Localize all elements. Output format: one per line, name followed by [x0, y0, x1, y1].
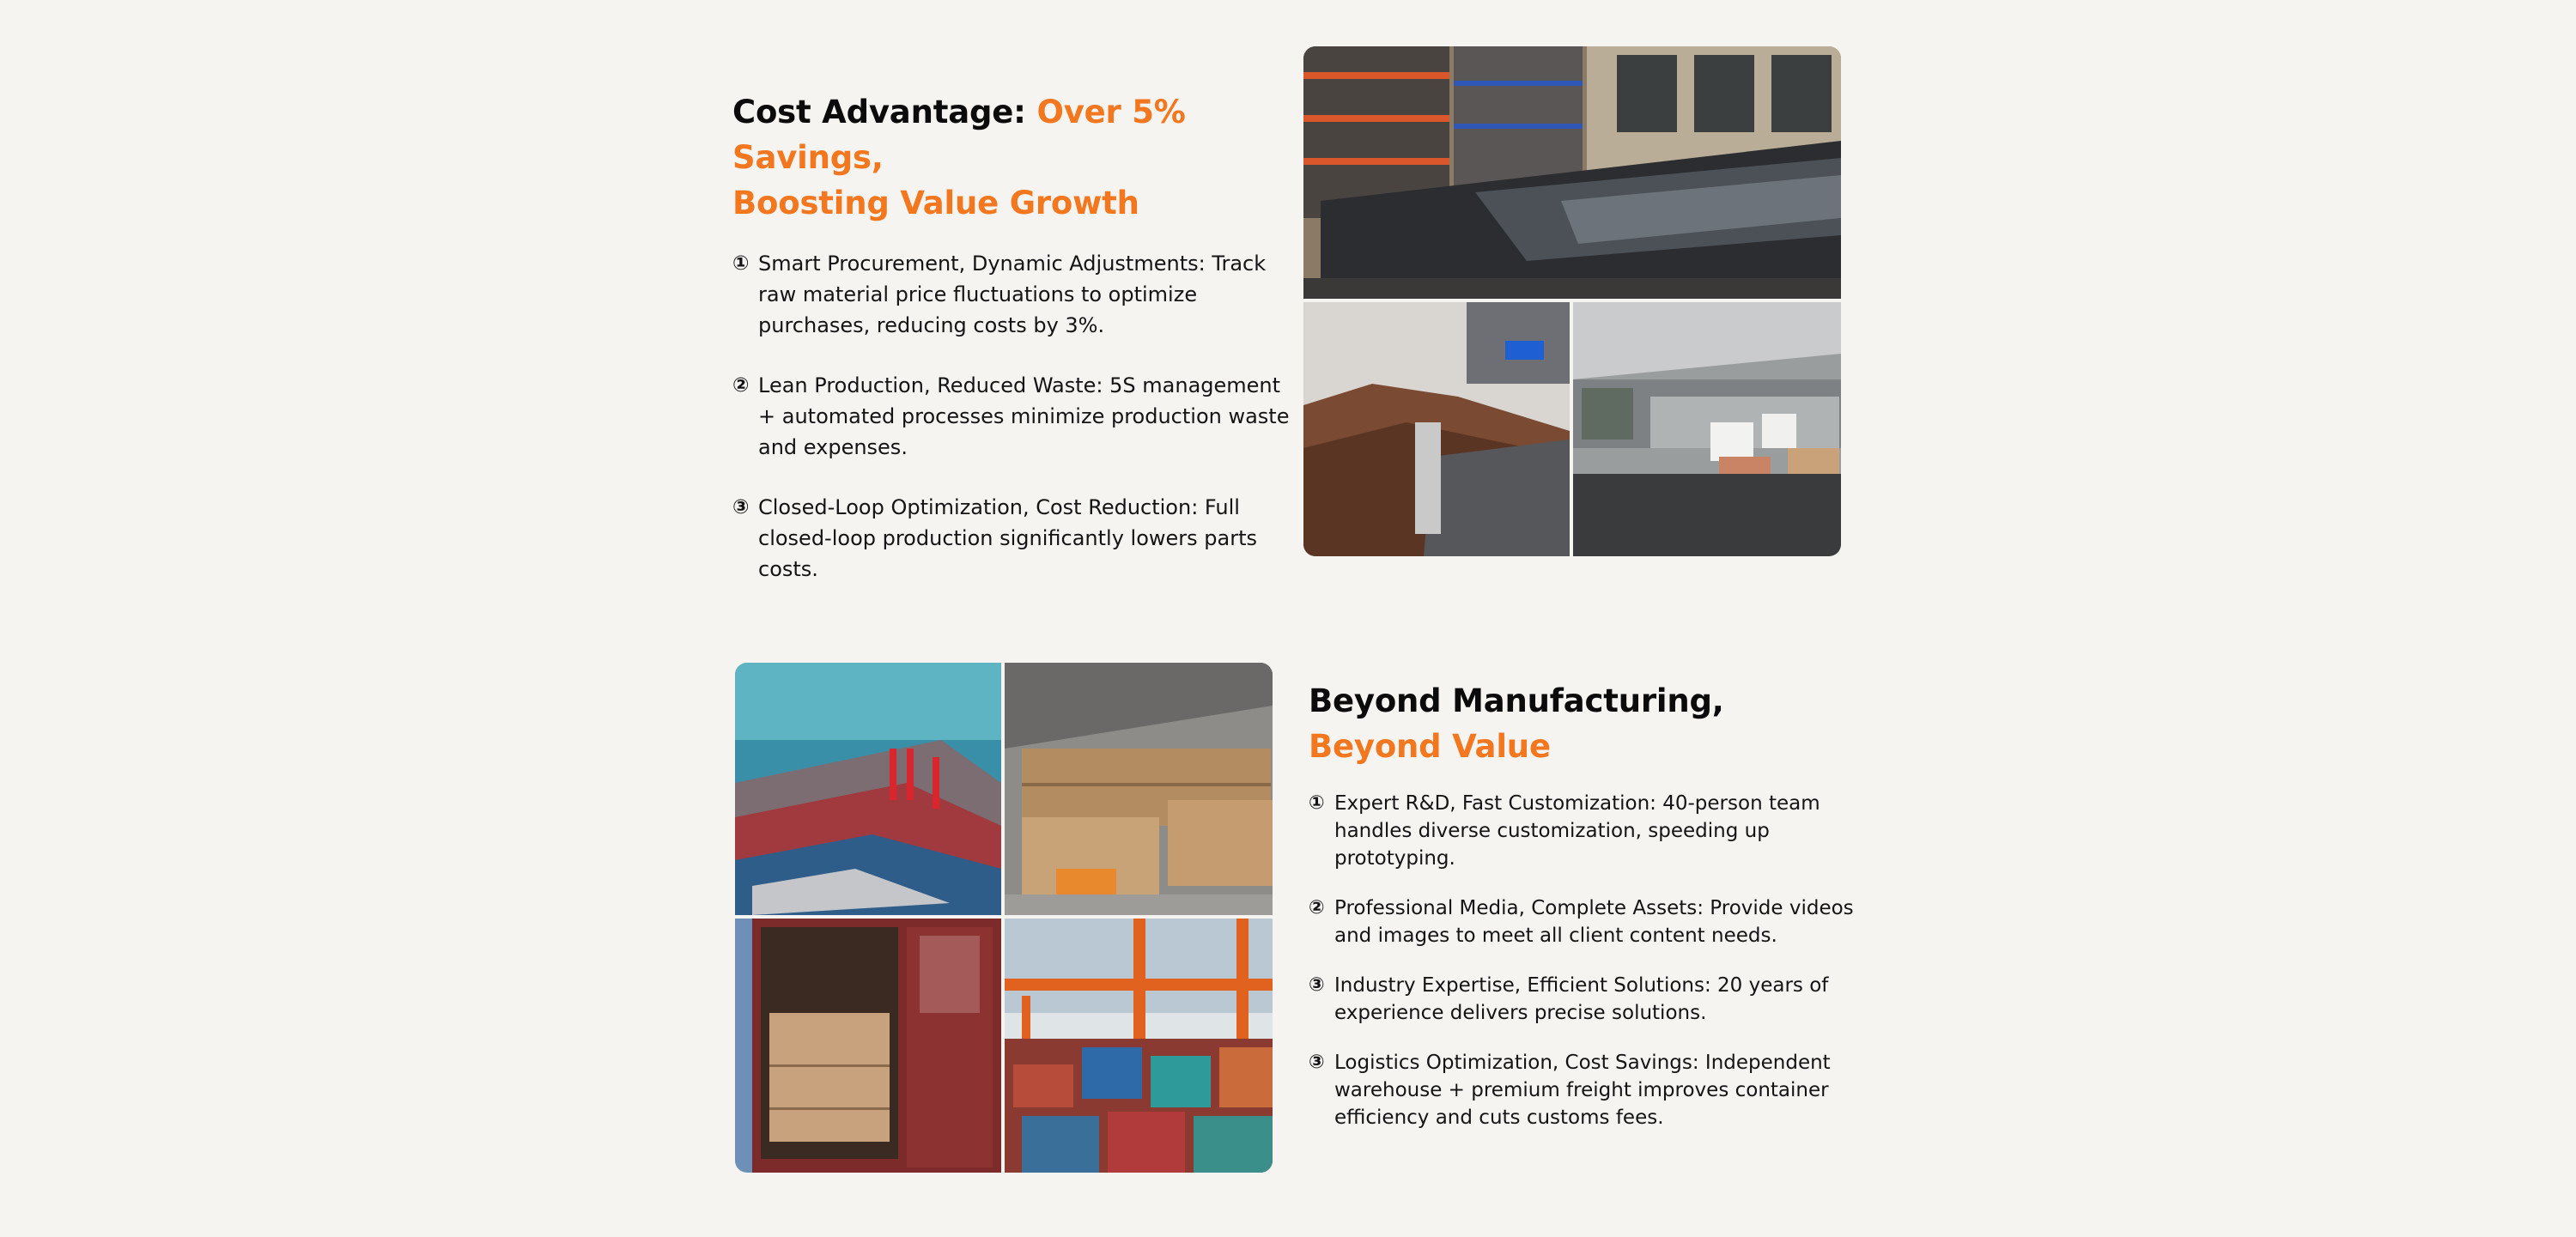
scrap-metal-pile-photo — [1303, 302, 1570, 556]
list-item — [1309, 1049, 1858, 1131]
item-number: ③ — [1309, 1052, 1325, 1073]
loaded-container-photo — [735, 919, 1001, 1173]
steel-tubes-warehouse-photo — [1303, 46, 1841, 299]
beyond-title-accent: Beyond Value — [1309, 728, 1551, 765]
cost-advantage-title — [732, 89, 1299, 226]
container-yard-crane-photo — [1005, 919, 1273, 1173]
list-item — [732, 492, 1299, 585]
item-text: Expert R&D, Fast Customization: 40-person team handles diverse customization, speeding up prototyping. — [1334, 792, 1820, 870]
item-text: Closed-Loop Optimization, Cost Reduction: Full closed-loop production significantly lowers parts costs. — [758, 495, 1258, 581]
item-number: ② — [732, 374, 750, 397]
item-number: ② — [1309, 897, 1325, 919]
container-port-aerial-photo — [735, 663, 1001, 915]
item-text: Lean Production, Reduced Waste: 5S management + automated processes minimize production waste and expenses. — [758, 373, 1290, 459]
list-item — [1309, 790, 1858, 872]
item-number: ③ — [1309, 974, 1325, 996]
item-text: Smart Procurement, Dynamic Adjustments: Track raw material price fluctuations to optimize purchases, reducing costs by 3%. — [758, 252, 1267, 337]
beyond-list — [1309, 790, 1858, 1131]
item-number: ① — [1309, 792, 1325, 814]
item-text: Industry Expertise, Efficient Solutions: 20 years of experience delivers precise solutions. — [1334, 974, 1829, 1024]
beyond-title — [1309, 678, 1858, 769]
cost-title-accent-line1: Over 5% Savings, — [732, 94, 1186, 176]
beyond-manufacturing-text — [1309, 678, 1858, 1154]
cost-image-grid — [1303, 46, 1841, 556]
cost-advantage-text — [732, 89, 1299, 614]
cost-title-accent-line2: Boosting Value Growth — [732, 185, 1139, 221]
beyond-title-dark: Beyond Manufacturing, — [1309, 682, 1724, 719]
list-item — [732, 248, 1299, 341]
item-text: Logistics Optimization, Cost Savings: Independent warehouse + premium freight improves container efficiency and cuts customs fees. — [1334, 1052, 1831, 1129]
list-item — [1309, 972, 1858, 1027]
cost-title-dark: Cost Advantage: — [732, 94, 1037, 130]
item-number: ③ — [732, 496, 750, 518]
list-item — [732, 370, 1299, 463]
factory-materials-storage-photo — [1573, 302, 1841, 556]
beyond-image-grid — [735, 663, 1273, 1173]
item-text: Professional Media, Complete Assets: Provide videos and images to meet all client content needs. — [1334, 897, 1854, 947]
warehouse-cartons-photo — [1005, 663, 1273, 915]
item-number: ① — [732, 252, 750, 275]
cost-advantage-list — [732, 248, 1299, 585]
list-item — [1309, 894, 1858, 949]
